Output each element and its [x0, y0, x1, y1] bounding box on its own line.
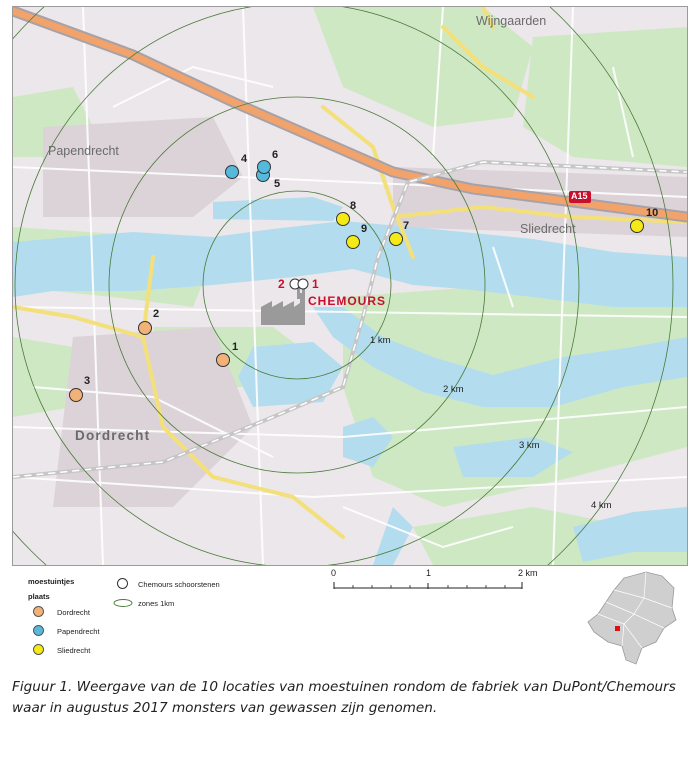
chemours-label: CHEMOURS	[308, 294, 387, 308]
map-frame[interactable]	[12, 6, 688, 566]
chemours-stack-1-label: 1	[312, 277, 319, 291]
place-wijngaarden: Wijngaarden	[476, 14, 547, 28]
scale-tick-2km: 2 km	[518, 568, 538, 578]
legend-label-sliedrecht: Sliedrecht	[57, 646, 91, 655]
legend-stack-icon	[117, 578, 128, 589]
legend-dot-sliedrecht	[33, 644, 44, 655]
point-7	[390, 233, 403, 246]
ring-label-2km: 2 km	[443, 384, 464, 395]
legend-label-zones: zones 1km	[138, 599, 175, 608]
ring-label-4km: 4 km	[591, 500, 612, 511]
place-sliedrecht: Sliedrecht	[520, 222, 576, 236]
point-label-9: 9	[361, 223, 368, 235]
scale-tick-1: 1	[426, 568, 432, 578]
point-label-3: 3	[84, 375, 91, 387]
place-papendrecht: Papendrecht	[48, 144, 119, 158]
point-8	[337, 213, 350, 226]
point-label-6: 6	[272, 149, 279, 161]
map-basemap	[13, 7, 687, 565]
ring-label-3km: 3 km	[519, 440, 540, 451]
point-6	[258, 161, 271, 174]
legend-label-dordrecht: Dordrecht	[57, 608, 90, 617]
point-10	[631, 220, 644, 233]
point-label-4: 4	[241, 153, 248, 165]
point-9	[347, 236, 360, 249]
point-label-10: 10	[646, 207, 659, 219]
legend-dot-dordrecht	[33, 606, 44, 617]
point-3	[70, 389, 83, 402]
scale-tick-0: 0	[331, 568, 337, 578]
stack-1-marker	[298, 279, 308, 289]
legend-dot-papendrecht	[33, 625, 44, 636]
legend	[0, 568, 696, 668]
place-dordrecht: Dordrecht	[75, 428, 151, 443]
figure-caption: Figuur 1. Weergave van de 10 locaties van moestuinen rondom de fabriek van DuPont/Chemours waar in augustus 2017 monsters van gewassen zijn genomen.	[12, 679, 676, 716]
chemours-stack-2-label: 2	[278, 277, 285, 291]
point-label-1: 1	[232, 341, 239, 353]
a15-shield-label: A15	[571, 191, 588, 201]
legend-title-line1: moestuintjes	[28, 577, 75, 586]
legend-label-stacks: Chemours schoorstenen	[138, 580, 220, 589]
legend-zone-icon	[112, 598, 134, 608]
legend-title-line2: plaats	[28, 592, 50, 601]
point-label-8: 8	[350, 200, 357, 212]
netherlands-inset-map	[584, 568, 680, 668]
point-label-2: 2	[153, 308, 160, 320]
point-label-5: 5	[274, 178, 281, 190]
point-1	[217, 354, 230, 367]
point-4	[226, 166, 239, 179]
legend-label-papendrecht: Papendrecht	[57, 627, 100, 636]
point-label-7: 7	[403, 220, 410, 232]
point-2	[139, 322, 152, 335]
factory-icon	[261, 287, 305, 325]
scale-bar	[332, 579, 532, 593]
inset-location-marker	[615, 626, 620, 631]
ring-label-1km: 1 km	[370, 335, 391, 346]
